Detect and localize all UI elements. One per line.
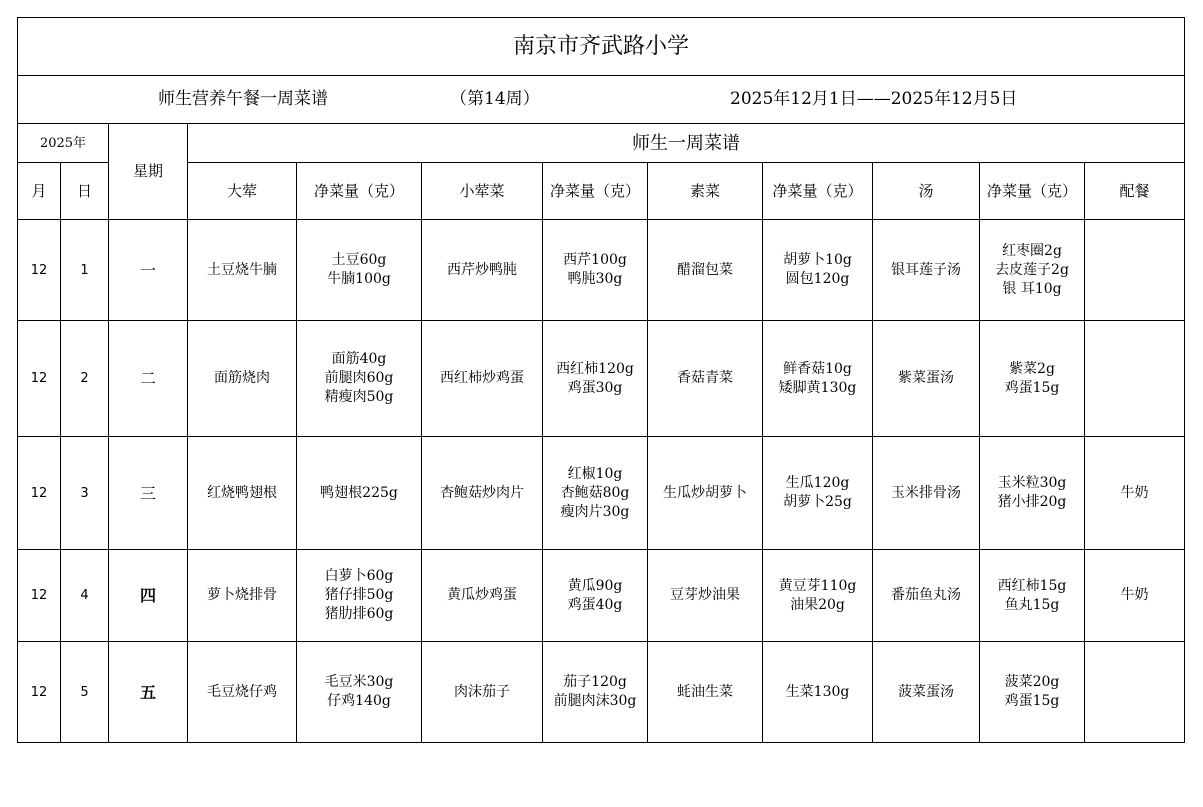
day-header: 日 [61, 163, 109, 220]
soup-cell: 玉米排骨汤 [873, 437, 980, 550]
table-row [18, 321, 1185, 437]
extra-cell: 牛奶 [1085, 550, 1185, 642]
soup-qty-cell: 玉米粒30g 猪小排20g [980, 437, 1085, 550]
weekday-cell: 三 [109, 437, 188, 550]
main-qty-header: 净菜量（克） [297, 163, 422, 220]
veg-dish-cell: 醋溜包菜 [648, 220, 763, 321]
main-qty-cell: 毛豆米30g 仔鸡140g [297, 642, 422, 743]
main-dish-cell: 土豆烧牛腩 [188, 220, 297, 321]
side-qty-cell: 西芹100g 鸭肫30g [543, 220, 648, 321]
day-cell: 2 [61, 321, 109, 437]
side-qty-cell: 茄子120g 前腿肉沫30g [543, 642, 648, 743]
table-row [18, 642, 1185, 743]
main-dish-cell: 面筋烧肉 [188, 321, 297, 437]
side-dish-cell: 西红柿炒鸡蛋 [422, 321, 543, 437]
main-dish-header: 大荤 [188, 163, 297, 220]
weekday-header: 星期 [109, 124, 188, 220]
menu-title-header: 师生一周菜谱 [188, 124, 1185, 163]
extra-cell: 牛奶 [1085, 437, 1185, 550]
veg-qty-cell: 生瓜120g 胡萝卜25g [763, 437, 873, 550]
month-cell: 12 [18, 550, 61, 642]
school-title: 南京市齐武路小学 [18, 18, 1185, 76]
side-dish-header: 小荤菜 [422, 163, 543, 220]
veg-dish-cell: 豆芽炒油果 [648, 550, 763, 642]
extra-cell [1085, 220, 1185, 321]
extra-cell [1085, 642, 1185, 743]
veg-dish-header: 素菜 [648, 163, 763, 220]
day-cell: 1 [61, 220, 109, 321]
day-cell: 3 [61, 437, 109, 550]
soup-qty-header: 净菜量（克） [980, 163, 1085, 220]
menu-name: 师生营养午餐一周菜谱 [158, 89, 328, 109]
main-dish-cell: 红烧鸭翅根 [188, 437, 297, 550]
main-qty-cell: 鸭翅根225g [297, 437, 422, 550]
side-dish-cell: 杏鲍菇炒肉片 [422, 437, 543, 550]
main-qty-cell: 白萝卜60g 猪仔排50g 猪肋排60g [297, 550, 422, 642]
veg-qty-cell: 胡萝卜10g 圆包120g [763, 220, 873, 321]
veg-qty-cell: 鲜香菇10g 矮脚黄130g [763, 321, 873, 437]
side-dish-cell: 黄瓜炒鸡蛋 [422, 550, 543, 642]
month-header: 月 [18, 163, 61, 220]
weekly-menu-table [17, 17, 1185, 743]
main-qty-cell: 面筋40g 前腿肉60g 精瘦肉50g [297, 321, 422, 437]
day-cell: 4 [61, 550, 109, 642]
menu-subtitle-row [18, 76, 1185, 124]
extra-cell [1085, 321, 1185, 437]
weekday-cell: 四 [109, 550, 188, 642]
soup-header: 汤 [873, 163, 980, 220]
side-qty-cell: 红椒10g 杏鲍菇80g 瘦肉片30g [543, 437, 648, 550]
veg-qty-cell: 生菜130g [763, 642, 873, 743]
soup-cell: 紫菜蛋汤 [873, 321, 980, 437]
soup-qty-cell: 紫菜2g 鸡蛋15g [980, 321, 1085, 437]
date-range: 2025年12月1日——2025年12月5日 [730, 89, 1018, 109]
veg-dish-cell: 蚝油生菜 [648, 642, 763, 743]
side-dish-cell: 肉沫茄子 [422, 642, 543, 743]
month-cell: 12 [18, 220, 61, 321]
soup-cell: 番茄鱼丸汤 [873, 550, 980, 642]
soup-qty-cell: 西红柿15g 鱼丸15g [980, 550, 1085, 642]
main-qty-cell: 土豆60g 牛腩100g [297, 220, 422, 321]
veg-dish-cell: 生瓜炒胡萝卜 [648, 437, 763, 550]
weekday-cell: 五 [109, 642, 188, 743]
soup-cell: 银耳莲子汤 [873, 220, 980, 321]
side-qty-cell: 黄瓜90g 鸡蛋40g [543, 550, 648, 642]
weekday-cell: 一 [109, 220, 188, 321]
soup-cell: 菠菜蛋汤 [873, 642, 980, 743]
veg-qty-header: 净菜量（克） [763, 163, 873, 220]
veg-qty-cell: 黄豆芽110g 油果20g [763, 550, 873, 642]
extra-header: 配餐 [1085, 163, 1185, 220]
day-cell: 5 [61, 642, 109, 743]
year-header: 2025年 [18, 124, 109, 163]
month-cell: 12 [18, 437, 61, 550]
month-cell: 12 [18, 642, 61, 743]
soup-qty-cell: 菠菜20g 鸡蛋15g [980, 642, 1085, 743]
soup-qty-cell: 红枣圈2g 去皮莲子2g 银 耳10g [980, 220, 1085, 321]
side-qty-header: 净菜量（克） [543, 163, 648, 220]
main-dish-cell: 萝卜烧排骨 [188, 550, 297, 642]
week-number: （第14周） [450, 89, 540, 109]
weekday-cell: 二 [109, 321, 188, 437]
side-dish-cell: 西芹炒鸭肫 [422, 220, 543, 321]
table-row [18, 437, 1185, 550]
table-row [18, 550, 1185, 642]
side-qty-cell: 西红柿120g 鸡蛋30g [543, 321, 648, 437]
month-cell: 12 [18, 321, 61, 437]
table-row [18, 220, 1185, 321]
veg-dish-cell: 香菇青菜 [648, 321, 763, 437]
main-dish-cell: 毛豆烧仔鸡 [188, 642, 297, 743]
